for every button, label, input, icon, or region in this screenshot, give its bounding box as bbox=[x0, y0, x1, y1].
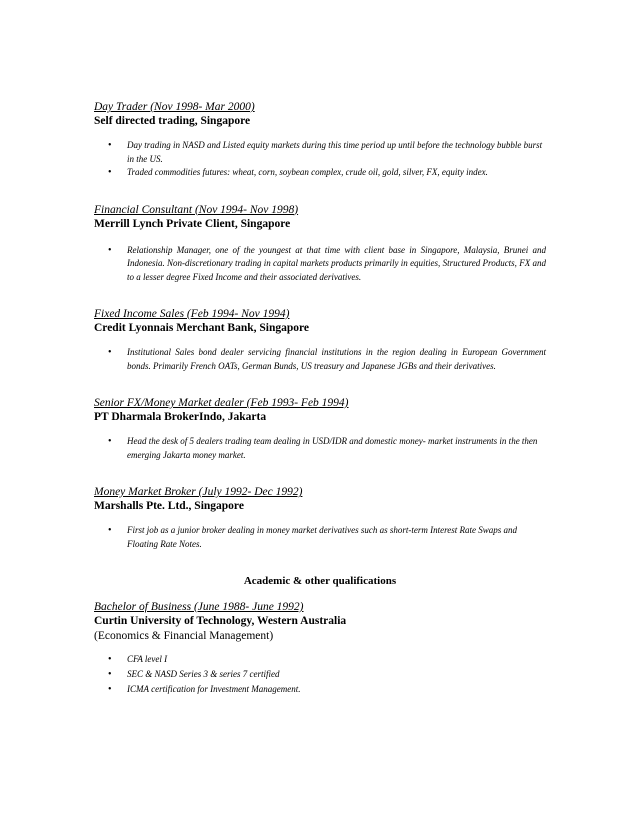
job-title: Money Market Broker (July 1992- Dec 1992) bbox=[94, 486, 303, 498]
employer: Marshalls Pte. Ltd., Singapore bbox=[94, 500, 244, 512]
bullet-text: SEC & NASD Series 3 & series 7 certified bbox=[127, 669, 280, 679]
bullet-text: Relationship Manager, one of the youngest at that time with client base in Singapore, Malaysia, Brunei and Indonesia. Non-discretionary trading in capital markets products primarily in equities, Structured Products, FX and to a lesser degree Fixed Income and their associated derivatives. bbox=[127, 244, 546, 282]
bullet-list bbox=[94, 139, 546, 180]
bullet-icon: • bbox=[108, 684, 112, 695]
bullet-list bbox=[94, 435, 546, 462]
bullet-icon: • bbox=[108, 669, 112, 680]
bullet-text: CFA level I bbox=[127, 654, 168, 664]
list-item bbox=[94, 435, 546, 462]
experience-fixed-income-sales bbox=[94, 307, 546, 373]
list-item bbox=[94, 667, 546, 682]
major: (Economics & Financial Management) bbox=[94, 630, 274, 642]
bullet-text: Institutional Sales bond dealer servicing financial institutions in the region dealing in European Government bonds. Primarily French OATs, German Bunds, US treasury and Japanese JGBs and their derivatives. bbox=[127, 347, 546, 371]
experience-day-trader bbox=[94, 100, 546, 180]
bullet-list bbox=[94, 524, 546, 551]
bullet-text: Traded commodities futures: wheat, corn, soybean complex, crude oil, gold, silver, FX, equity index. bbox=[127, 167, 488, 177]
education bbox=[94, 600, 546, 697]
bullet-text: Day trading in NASD and Listed equity markets during this time period up until before the technology bubble burst in the US. bbox=[127, 140, 543, 164]
employer: PT Dharmala BrokerIndo, Jakarta bbox=[94, 411, 267, 423]
experience-money-market-broker bbox=[94, 485, 546, 551]
bullet-list bbox=[94, 244, 546, 285]
list-item bbox=[94, 524, 546, 551]
bullet-icon: • bbox=[108, 347, 112, 358]
job-title: Day Trader (Nov 1998- Mar 2000) bbox=[94, 101, 255, 113]
university: Curtin University of Technology, Western Australia bbox=[94, 615, 347, 627]
bullet-icon: • bbox=[108, 654, 112, 665]
employer: Self directed trading, Singapore bbox=[94, 115, 251, 127]
bullet-icon: • bbox=[108, 167, 112, 178]
resume-page bbox=[94, 100, 546, 697]
bullet-icon: • bbox=[108, 244, 112, 256]
degree-title: Bachelor of Business (June 1988- June 1992) bbox=[94, 601, 304, 613]
experience-financial-consultant bbox=[94, 203, 546, 285]
job-title: Senior FX/Money Market dealer (Feb 1993- Feb 1994) bbox=[94, 397, 349, 409]
job-title: Financial Consultant (Nov 1994- Nov 1998) bbox=[94, 203, 299, 216]
list-item bbox=[94, 682, 546, 697]
list-item bbox=[94, 346, 546, 373]
qualifications-heading: Academic & other qualifications bbox=[243, 575, 397, 587]
bullet-text: Head the desk of 5 dealers trading team dealing in USD/IDR and domestic money- market instruments in the then emerging Jakarta money market. bbox=[127, 436, 538, 460]
bullet-text: First job as a junior broker dealing in money market derivatives such as short-term Interest Rate Swaps and Floating Rate Notes. bbox=[127, 525, 518, 549]
bullet-text: ICMA certification for Investment Management. bbox=[127, 684, 301, 694]
list-item bbox=[94, 139, 546, 166]
list-item bbox=[94, 166, 546, 180]
experience-fx-dealer bbox=[94, 396, 546, 462]
bullet-icon: • bbox=[108, 525, 112, 536]
job-title: Fixed Income Sales (Feb 1994- Nov 1994) bbox=[94, 308, 290, 320]
employer: Credit Lyonnais Merchant Bank, Singapore bbox=[94, 322, 310, 334]
bullet-icon: • bbox=[108, 436, 112, 447]
list-item bbox=[94, 244, 546, 285]
bullet-list bbox=[94, 346, 546, 373]
bullet-icon: • bbox=[108, 140, 112, 151]
employer: Merrill Lynch Private Client, Singapore bbox=[94, 217, 291, 230]
certification-list bbox=[94, 652, 546, 697]
list-item bbox=[94, 652, 546, 667]
